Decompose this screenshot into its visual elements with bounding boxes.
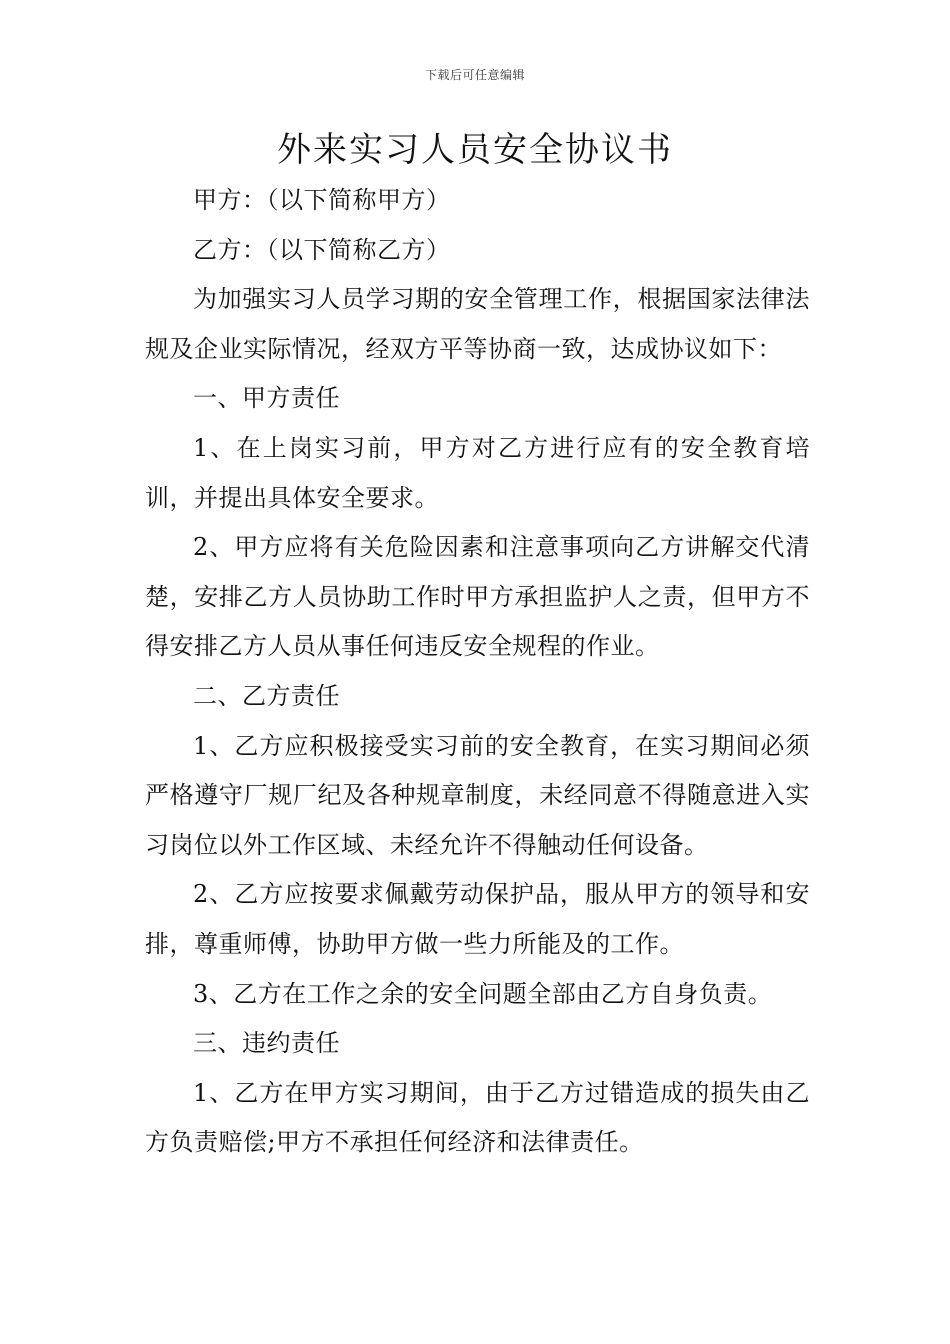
preamble-paragraph: 为加强实习人员学习期的安全管理工作，根据国家法律法规及企业实际情况，经双方平等协商一致，达成协议如下：	[145, 285, 810, 363]
header-note: 下载后可任意编辑	[424, 68, 525, 82]
section-heading-party-a: 一、甲方责任	[193, 384, 340, 413]
party-b-clause-3: 3、乙方在工作之余的安全问题全部由乙方自身负责。	[193, 979, 773, 1008]
document-body	[145, 176, 810, 1168]
document-title: 外来实习人员安全协议书	[277, 130, 673, 170]
section-heading-liability: 三、违约责任	[193, 1029, 340, 1058]
section-heading-party-b: 二、乙方责任	[193, 681, 340, 710]
party-a-clause-1: 1、在上岗实习前，甲方对乙方进行应有的安全教育培训，并提出具体安全要求。	[145, 433, 810, 512]
party-b-clause-2: 2、乙方应按要求佩戴劳动保护品，服从甲方的领导和安排，尊重师傅，协助甲方做一些力所能及的工作。	[145, 880, 810, 958]
party-b-line: 乙方：（以下简称乙方）	[193, 235, 451, 264]
party-b-clause-1: 1、乙方应积极接受实习前的安全教育，在实习期间必须严格遵守厂规厂纪及各种规章制度，未经同意不得随意进入实习岗位以外工作区域、未经允许不得触动任何设备。	[145, 731, 810, 859]
liability-clause-1: 1、乙方在甲方实习期间，由于乙方过错造成的损失由乙方负责赔偿;甲方不承担任何经济和法律责任。	[145, 1078, 810, 1157]
party-a-line: 甲方：（以下简称甲方）	[193, 186, 451, 214]
party-a-clause-2: 2、甲方应将有关危险因素和注意事项向乙方讲解交代清楚，安排乙方人员协助工作时甲方承担监护人之责，但甲方不得安排乙方人员从事任何违反安全规程的作业。	[145, 533, 810, 661]
